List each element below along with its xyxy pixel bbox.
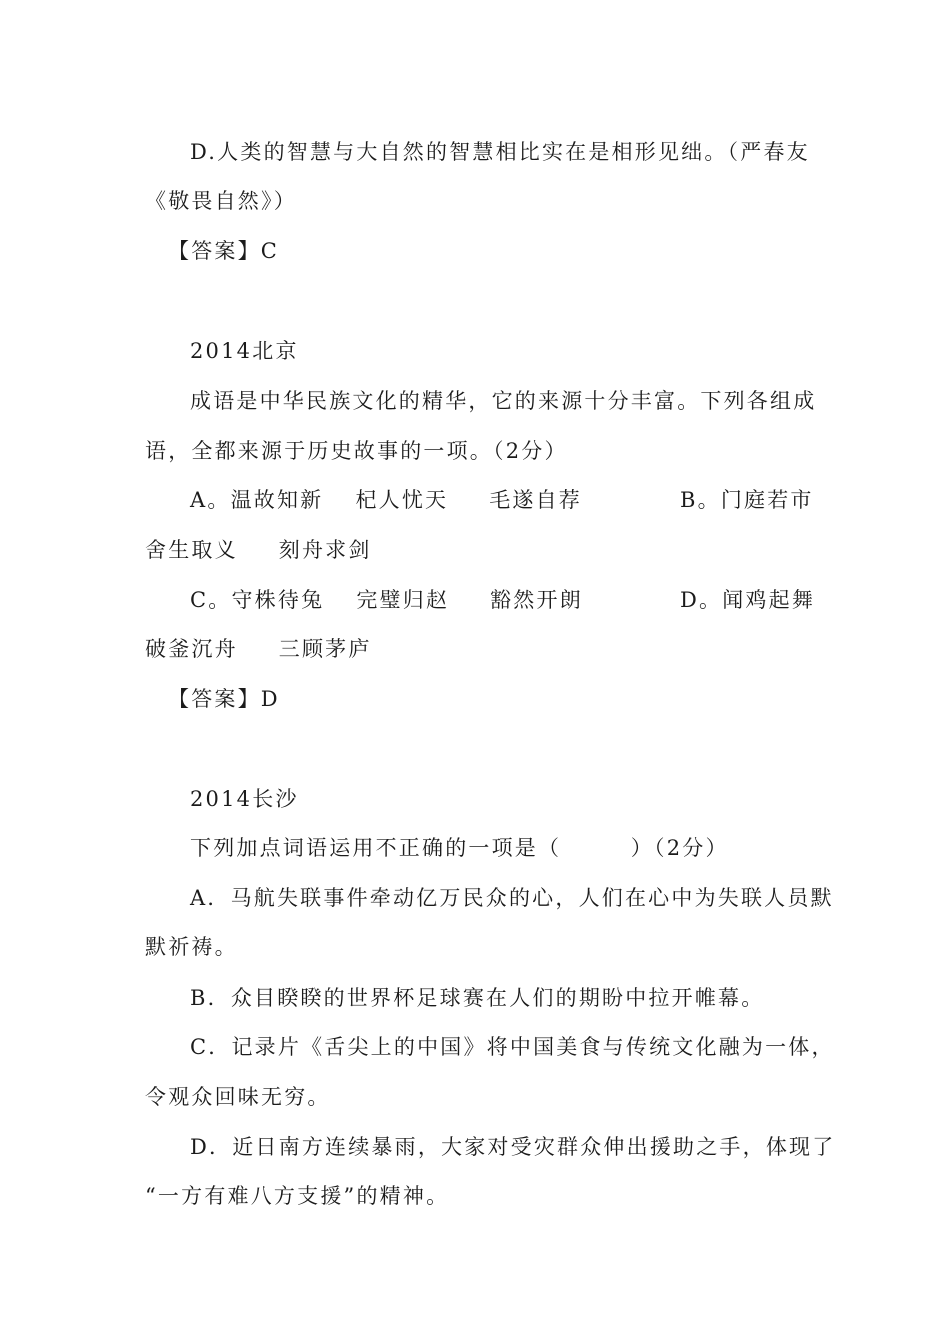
section3-option-c-line2: 令观众回味无穷。 xyxy=(145,1085,331,1109)
section1-option-d-line2: 《敬畏自然》） xyxy=(145,189,297,213)
section3-option-b: B．众目睽睽的世界杯足球赛在人们的期盼中拉开帷幕。 xyxy=(190,986,765,1010)
section2-heading: 2014北京 xyxy=(190,339,299,363)
section3-option-a-line2: 默祈祷。 xyxy=(145,935,238,959)
section2-question-line1: 成语是中华民族文化的精华，它的来源十分丰富。下列各组成 xyxy=(190,389,817,413)
section1-option-d-line1: D.人类的智慧与大自然的智慧相比实在是相形见绌。（严春友 xyxy=(190,140,810,164)
section2-option-d-line2: 破釜沉舟 三顾茅庐 xyxy=(145,637,372,661)
section3-option-a-line1: A．马航失联事件牵动亿万民众的心，人们在心中为失联人员默 xyxy=(190,886,834,910)
section2-answer: 【答案】D xyxy=(168,687,280,711)
section3-option-d-line1: D．近日南方连续暴雨，大家对受灾群众伸出援助之手，体现了 xyxy=(190,1135,836,1159)
section3-heading: 2014长沙 xyxy=(190,787,299,811)
section3-question: 下列加点词语运用不正确的一项是（ ）（2分） xyxy=(190,836,729,860)
section2-option-a: A。温故知新 杞人忧天 毛遂自荐 xyxy=(190,488,582,512)
section2-option-d-line1: D。闻鸡起舞 xyxy=(680,588,816,612)
section3-option-c-line1: C．记录片《舌尖上的中国》将中国美食与传统文化融为一体， xyxy=(190,1035,835,1059)
section2-option-c: C。守株待兔 完璧归赵 豁然开朗 xyxy=(190,588,583,612)
section2-question-line2: 语，全都来源于历史故事的一项。（2分） xyxy=(145,439,568,463)
section2-option-b-line2: 舍生取义 刻舟求剑 xyxy=(145,538,372,562)
section2-option-b-line1: B。门庭若市 xyxy=(680,488,814,512)
section1-answer: 【答案】C xyxy=(168,239,280,263)
section3-option-d-line2: “一方有难八方支援”的精神。 xyxy=(145,1184,450,1208)
